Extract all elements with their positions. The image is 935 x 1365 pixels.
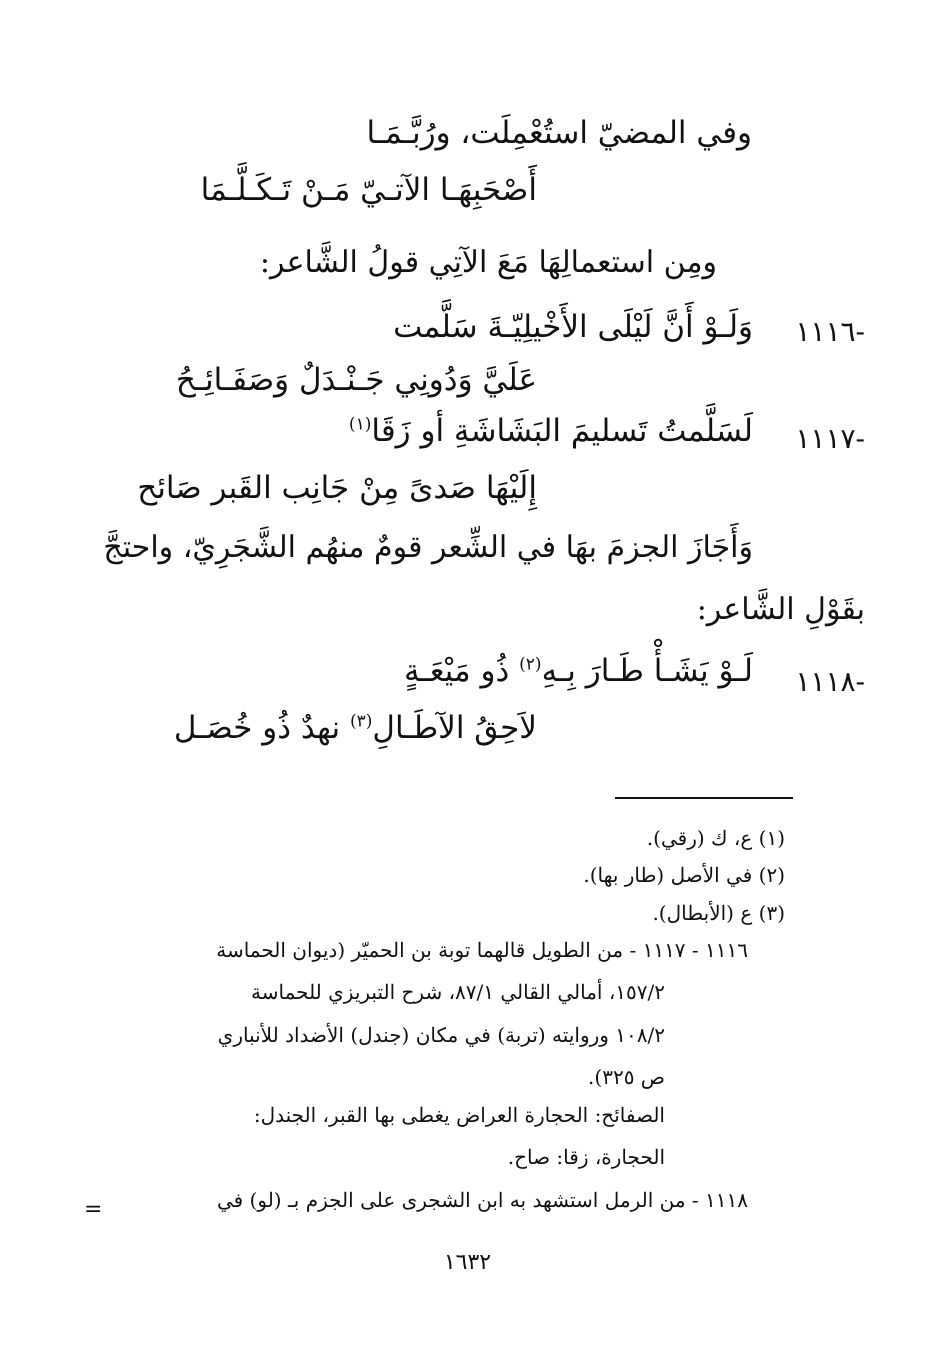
commentary-line-1: ١١١٦ - ١١١٧ - من الطويل قالهما توبة بن الحميّر (ديوان الحماسة (216, 938, 748, 962)
verse-number-1117: ١١١٧- (795, 422, 865, 455)
verse-1117-text: لَسَلَّمتُ تَسليمَ البَشَاشَةِ أو زَقَا (371, 413, 753, 449)
verse-1118-text-a: لَـوْ يَشَـأْ طَـارَ بِـهِ (541, 653, 753, 689)
footnote-ref-1: (١) (348, 414, 372, 435)
verse-number-1116: ١١١٦- (795, 315, 865, 348)
verse-line-1: وفي المضيّ استُعْمِلَت، ورُبَّـمَـا (366, 115, 752, 151)
footnote-divider (615, 797, 793, 799)
verse-1118-hemistich-2 (173, 710, 537, 746)
verse-1117-hemistich-2: إِلَيْهَا صَدىً مِنْ جَانِب القَبر صَائح (137, 470, 537, 506)
verse-1116-hemistich-1: وَلَـوْ أَنَّ لَيْلَى الأَخْيلِيّـةَ سَلَّمت (393, 309, 753, 345)
verse-number-1118: ١١١٨- (795, 665, 865, 698)
continuation-mark: = (84, 1197, 103, 1222)
verse-1117-hemistich-1 (348, 413, 753, 449)
verse-1118-text-d: نهدٌ ذُو خُصَـل (173, 710, 350, 746)
verse-line-2: أَصْحَبِهَـا الآتـيّ مَـنْ تَـكَـلَّـمَا (200, 172, 537, 208)
paragraph-line-1: وَأَجَازَ الجزمَ بهَا في الشِّعر قومٌ منهُم الشَّجَرِيّ، واحتجَّ (103, 530, 753, 565)
footnote-2: (٢) في الأصل (طار بها). (583, 863, 785, 887)
intro-sentence: ومِن استعمالِهَا مَعَ الآتِي قولُ الشَّاعر: (259, 245, 717, 280)
commentary-line-7: ١١١٨ - من الرمل استشهد به ابن الشجرى على الجزم بـ (لو) في (216, 1188, 748, 1212)
footnote-ref-2: (٢) (519, 654, 542, 675)
commentary-line-3: ١٠٨/٢ وروايته (تربة) في مكان (جندل) الأضداد للأنباري (217, 1023, 665, 1047)
page-number: ١٦٣٢ (443, 1250, 492, 1275)
commentary-line-4: ص ٣٢٥). (588, 1065, 665, 1089)
commentary-line-2: ١٥٧/٢، أمالي القالي ٨٧/١، شرح التبريزي للحماسة (251, 980, 665, 1004)
commentary-line-6: الحجارة، زقا: صاح. (507, 1145, 665, 1169)
verse-1116-hemistich-2: عَلَيَّ وَدُونِي جَـنْـدَلٌ وَصَفَـائِـحُ (175, 362, 537, 398)
verse-1118-text-c: لاَحِقُ الآطَـالِ (372, 710, 537, 746)
paragraph-line-2: بقَوْلِ الشَّاعر: (696, 592, 865, 627)
footnote-1: (١) ع، ك (رقي). (646, 826, 785, 850)
verse-1118-text-b: ذُو مَيْعَـةٍ (404, 653, 520, 689)
commentary-line-5: الصفائح: الحجارة العراض يغطى بها القبر، الجندل: (253, 1103, 665, 1127)
footnote-3: (٣) ع (الأبطال). (652, 901, 785, 925)
footnote-ref-3: (٣) (349, 711, 373, 732)
verse-1118-hemistich-1 (404, 653, 753, 689)
